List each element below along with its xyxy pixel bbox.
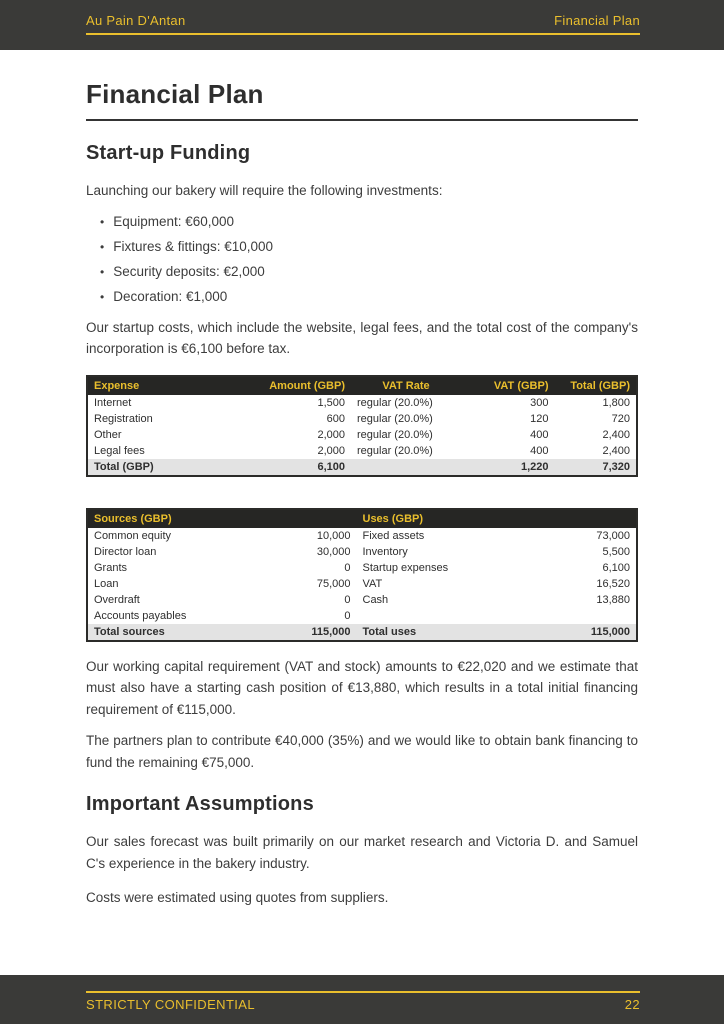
table-cell: 0	[344, 561, 351, 574]
table-cell: 6,100	[241, 459, 351, 476]
confidentiality-label: STRICTLY CONFIDENTIAL	[86, 997, 255, 1012]
table-cell: 1,800	[602, 396, 630, 409]
table-cell: Fixed assets	[362, 529, 425, 542]
table-cell: Grants	[94, 561, 128, 574]
section-heading-important-assumptions: Important Assumptions	[86, 793, 314, 815]
table-cell: 7,320	[555, 459, 638, 476]
page-title: Financial Plan	[86, 79, 638, 121]
table-row	[87, 443, 637, 459]
page-footer-inner	[86, 975, 640, 1012]
column-header-expense: Expense	[87, 376, 241, 395]
table-cell: 400	[530, 428, 549, 441]
list-item: • Fixtures & fittings: €10,000	[100, 240, 638, 254]
sources-uses-table-body	[87, 528, 637, 624]
paragraph-partners-contribution: The partners plan to contribute €40,000 (35%) and we would like to obtain bank financing to fund the remaining €75,000.	[86, 733, 638, 770]
table-row	[87, 528, 637, 544]
page-header-bar	[0, 0, 724, 50]
sources-uses-table-header	[87, 509, 637, 528]
table-cell: 720	[611, 412, 630, 425]
table-cell: 1,220	[461, 459, 555, 476]
table-header-row	[87, 376, 637, 395]
table-cell: 600	[326, 412, 345, 425]
table-cell: 13,880	[596, 593, 630, 606]
investment-list	[100, 215, 638, 304]
table-cell: VAT	[362, 577, 383, 590]
table-cell: 1,500	[317, 396, 345, 409]
table-cell: 115,000	[511, 624, 638, 641]
table-cell: regular (20.0%)	[357, 444, 433, 457]
table-cell: 16,520	[596, 577, 630, 590]
table-row	[87, 576, 637, 592]
table-cell: Director loan	[94, 545, 157, 558]
table-cell: 0	[344, 609, 351, 622]
table-row	[87, 544, 637, 560]
table-cell: Inventory	[362, 545, 408, 558]
table-cell: Registration	[94, 412, 153, 425]
table-cell: Total uses	[357, 624, 511, 641]
paragraph-investments-intro: Launching our bakery will require the following investments:	[86, 183, 443, 198]
page-number: 22	[624, 997, 640, 1012]
page-header-rule	[86, 0, 640, 35]
table-header-row	[87, 509, 637, 528]
table-cell: 2,400	[602, 444, 630, 457]
table-cell: 6,100	[602, 561, 630, 574]
column-header-sources: Sources (GBP)	[87, 509, 357, 528]
table-cell: 0	[344, 593, 351, 606]
table-cell: 73,000	[596, 529, 630, 542]
list-item: • Security deposits: €2,000	[100, 265, 638, 279]
paragraph-startup-costs: Our startup costs, which include the website, legal fees, and the total cost of the company's incorporation is €6,100 before tax.	[86, 319, 638, 356]
table-cell	[351, 459, 461, 476]
table-row	[87, 411, 637, 427]
table-cell: 2,000	[317, 428, 345, 441]
column-header-vat: VAT (GBP)	[461, 376, 555, 395]
table-cell: Accounts payables	[94, 609, 187, 622]
table-cell: Loan	[94, 577, 119, 590]
table-cell: 10,000	[316, 529, 351, 542]
list-item: • Equipment: €60,000	[100, 215, 638, 229]
paragraph-sales-forecast: Our sales forecast was built primarily on our market research and Victoria D. and Samuel C's experience in the bakery industry.	[86, 834, 638, 871]
table-cell: regular (20.0%)	[357, 412, 433, 425]
table-cell: 120	[530, 412, 549, 425]
table-cell: Total sources	[87, 624, 252, 641]
table-cell: 30,000	[316, 545, 351, 558]
table-total-row	[87, 624, 637, 641]
sources-uses-table-total	[87, 624, 637, 641]
table-cell: Common equity	[94, 529, 172, 542]
column-header-vat-rate: VAT Rate	[351, 376, 461, 395]
table-row	[87, 560, 637, 576]
table-cell: 2,000	[317, 444, 345, 457]
page-footer-bar	[0, 975, 724, 1024]
table-cell: Overdraft	[94, 593, 140, 606]
table-cell: Other	[94, 428, 122, 441]
table-cell: 300	[530, 396, 549, 409]
list-item: • Decoration: €1,000	[100, 290, 638, 304]
table-cell: Internet	[94, 396, 132, 409]
column-header-amount: Amount (GBP)	[241, 376, 351, 395]
column-header-uses: Uses (GBP)	[357, 509, 638, 528]
document-page	[0, 79, 724, 909]
table-total-row	[87, 459, 637, 476]
table-cell: Startup expenses	[362, 561, 449, 574]
table-cell: regular (20.0%)	[357, 428, 433, 441]
table-cell	[357, 608, 511, 624]
table-cell: 5,500	[602, 545, 630, 558]
paragraph-cost-quotes: Costs were estimated using quotes from suppliers.	[86, 890, 389, 905]
table-row	[87, 427, 637, 443]
document-brand: Au Pain D'Antan	[86, 13, 186, 28]
section-heading-startup-funding: Start-up Funding	[86, 142, 251, 164]
table-cell: Cash	[362, 593, 389, 606]
expenses-table-total	[87, 459, 637, 476]
table-row	[87, 592, 637, 608]
expenses-table-header	[87, 376, 637, 395]
table-cell: 115,000	[252, 624, 357, 641]
table-cell	[511, 608, 638, 624]
page-footer-rule	[86, 991, 640, 1012]
expenses-table-body	[87, 395, 637, 459]
table-cell: 2,400	[602, 428, 630, 441]
table-row	[87, 395, 637, 411]
document-section-title: Financial Plan	[554, 13, 640, 28]
table-cell: 400	[530, 444, 549, 457]
table-cell: Total (GBP)	[87, 459, 241, 476]
paragraph-working-capital: Our working capital requirement (VAT and stock) amounts to €22,020 and we estimate that must also have a starting cash position of €13,880, which results in a total initial financing requirement of €115,000.	[86, 658, 638, 717]
sources-uses-table	[86, 508, 638, 642]
table-cell: 75,000	[316, 577, 351, 590]
table-row	[87, 608, 637, 624]
expenses-table	[86, 375, 638, 477]
table-cell: regular (20.0%)	[357, 396, 433, 409]
table-cell: Legal fees	[94, 444, 145, 457]
column-header-total: Total (GBP)	[555, 376, 638, 395]
